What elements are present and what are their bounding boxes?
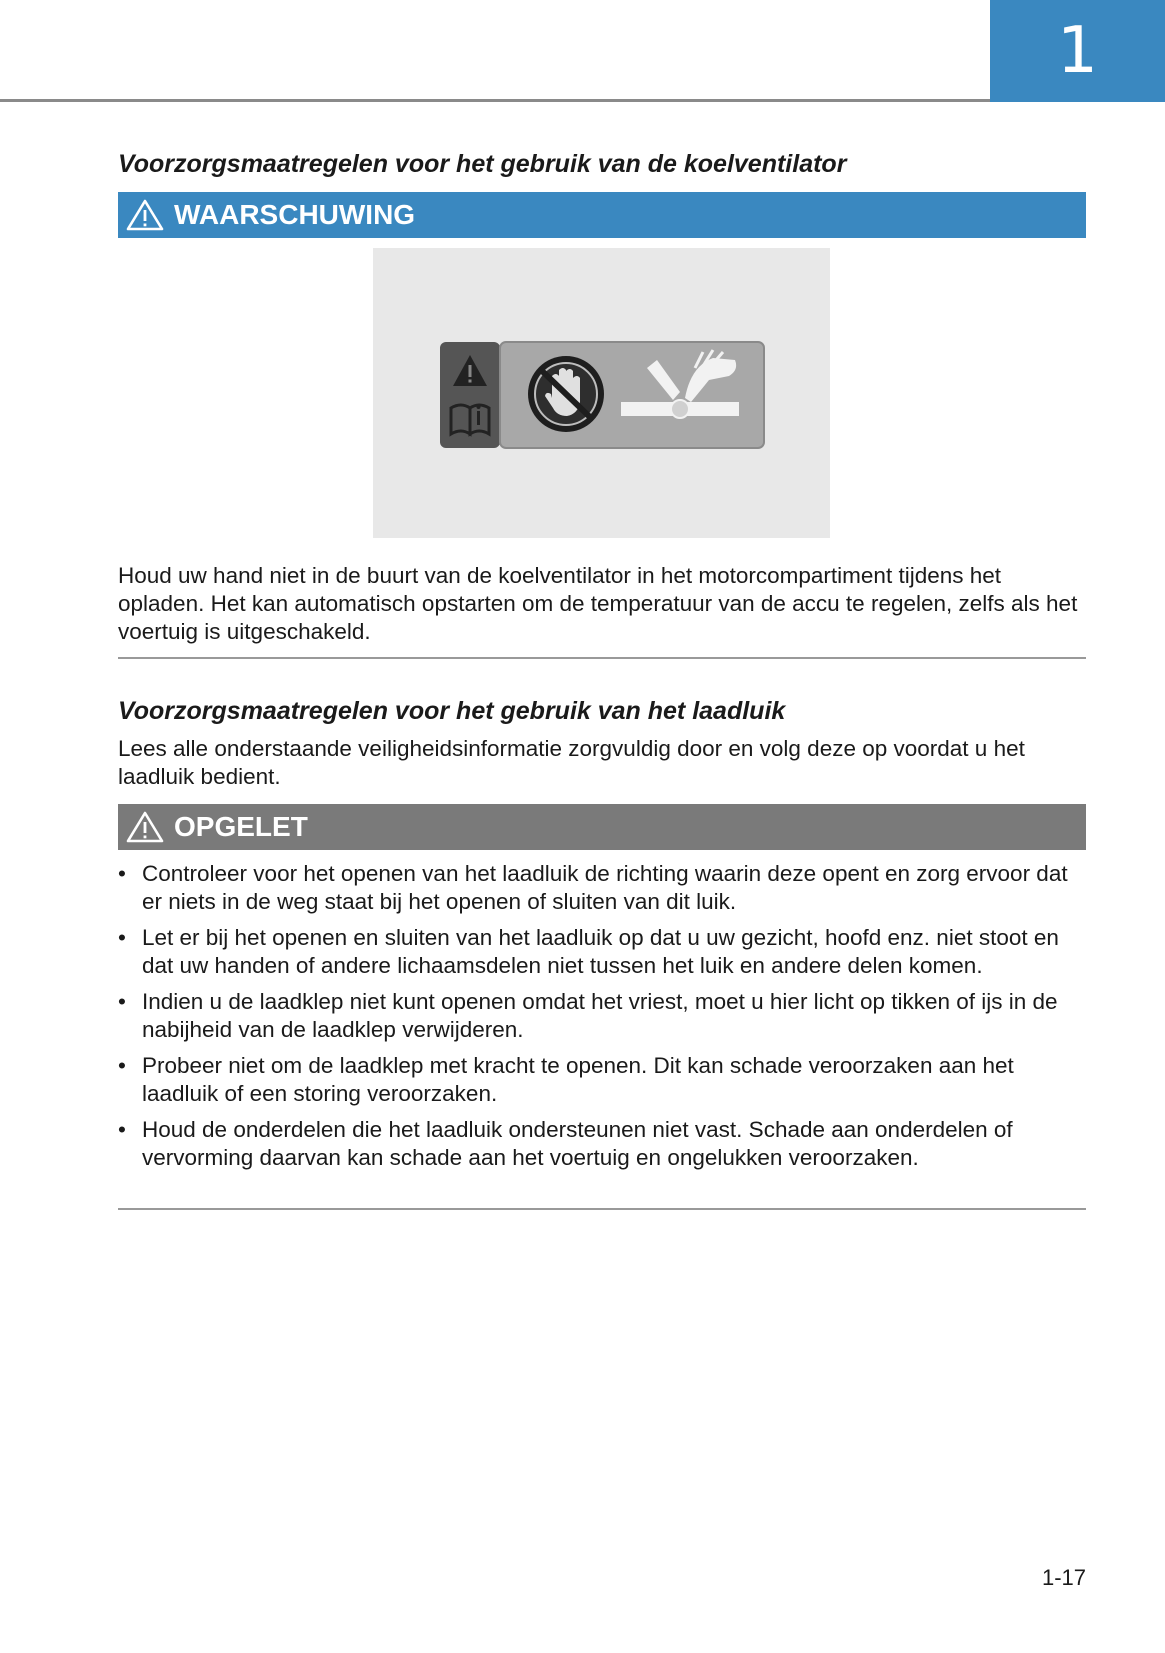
no-hand-icon [528,356,604,432]
list-item: • Probeer niet om de laadklep met kracht te openen. Dit kan schade veroorzaken aan het laadluik of een storing veroorzaken. [118,1052,1086,1107]
cooling-fan-warning-text: Houd uw hand niet in de buurt van de koelventilator in het motorcompartiment tijdens het opladen. Het kan automatisch opstarten om de temperatuur van de accu te regelen, zelfs als het voertuig is uitgeschakeld. [118,563,1078,644]
list-item: • Let er bij het openen en sluiten van het laadluik op dat u uw gezicht, hoofd enz. niet stoot en dat uw handen of andere lichaamsdelen niet tussen het luik en andere delen komen. [118,924,1086,979]
caution-banner-label: OPGELET [174,811,308,842]
list-item: • Controleer voor het openen van het laadluik de richting waarin deze opent en zorg ervoor dat er niets in de weg staat bij het openen of sluiten van dit luik. [118,860,1086,915]
fan-warning-label [373,248,830,538]
warning-triangle-icon [126,811,164,843]
chapter-tab [990,0,1165,102]
section-title-cooling-fan: Voorzorgsmaatregelen voor het gebruik van de koelventilator [118,150,847,178]
chapter-number: 1 [1057,14,1098,88]
fan-warning-label-figure [373,248,830,538]
section-divider [118,657,1086,659]
section-end-divider [118,1208,1086,1210]
charging-door-intro: Lees alle onderstaande veiligheidsinformatie zorgvuldig door en volg deze op voordat u het laadluik bedient. [118,736,1025,789]
warning-banner [118,192,1086,238]
warning-banner-label: WAARSCHUWING [174,199,416,230]
warning-triangle-icon [126,199,164,231]
caution-list [118,860,1086,1180]
page-number: 1-17 [1041,1565,1086,1590]
header-rule [0,99,990,102]
list-item: • Indien u de laadklep niet kunt openen omdat het vriest, moet u hier licht op tikken of ijs in de nabijheid van de laadklep verwijderen. [118,988,1086,1043]
list-item: • Houd de onderdelen die het laadluik ondersteunen niet vast. Schade aan onderdelen of vervorming daarvan kan schade aan het voertuig en ongelukken veroorzaken. [118,1116,1086,1171]
section-title-charging-door: Voorzorgsmaatregelen voor het gebruik van het laadluik [118,697,786,725]
caution-banner [118,804,1086,850]
